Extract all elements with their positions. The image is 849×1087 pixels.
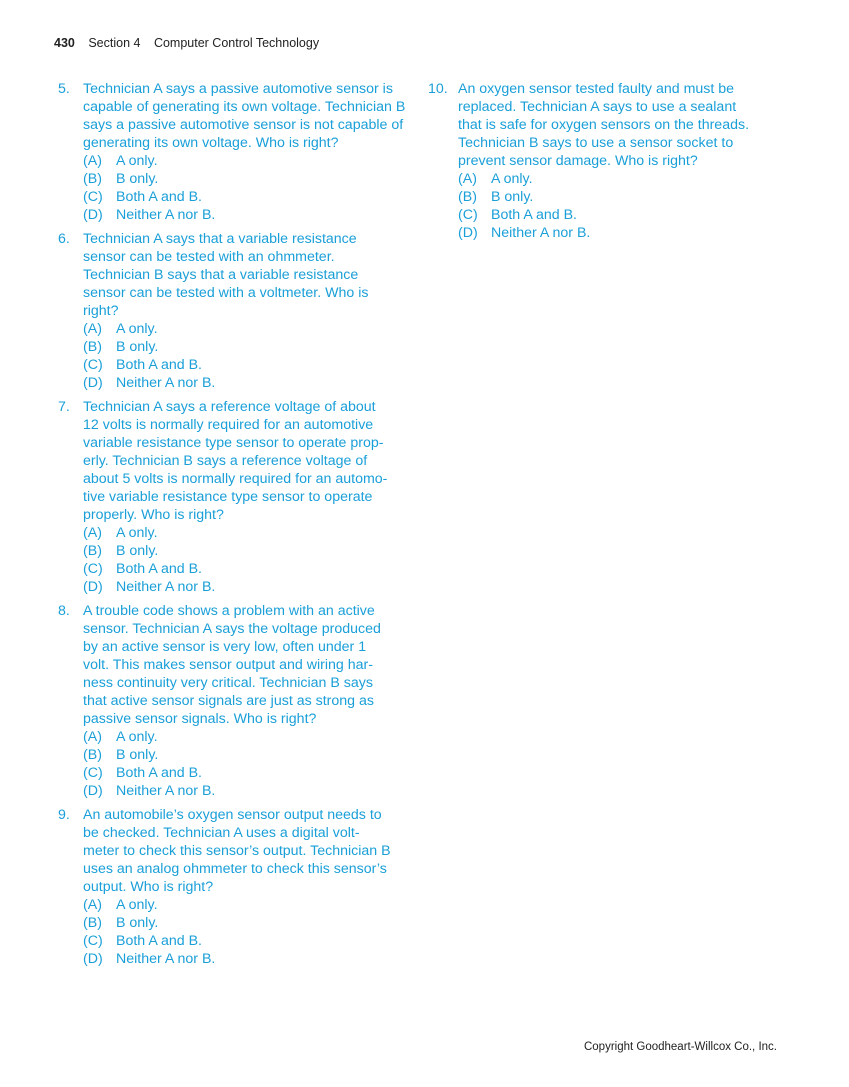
question — [58, 806, 408, 968]
option-letter: (C) — [83, 933, 103, 949]
option-letter: (A) — [83, 525, 102, 541]
option-letter: (A) — [83, 153, 102, 169]
question-number: 10. — [428, 81, 448, 97]
question-stem-line: right? — [83, 303, 119, 319]
question-stem-line: An oxygen sensor tested faulty and must be — [458, 81, 735, 97]
answer-option — [83, 152, 408, 170]
answer-option — [83, 320, 408, 338]
option-letter: (B) — [83, 339, 102, 355]
option-letter: (C) — [83, 189, 103, 205]
option-text: B only. — [116, 915, 159, 931]
question-number: 7. — [58, 399, 70, 415]
option-text: A only. — [116, 153, 158, 169]
option-text: Both A and B. — [116, 357, 202, 373]
option-text: Neither A nor B. — [491, 225, 591, 241]
question-stem-line: tive variable resistance type sensor to operate — [83, 489, 373, 505]
option-text: Both A and B. — [116, 765, 202, 781]
answer-option — [83, 746, 408, 764]
section-label: Section 4 — [88, 36, 141, 50]
option-text: A only. — [116, 729, 158, 745]
answer-option — [83, 914, 408, 932]
question-stem-line: variable resistance type sensor to operate prop- — [83, 435, 384, 451]
question-stem-line: passive sensor signals. Who is right? — [83, 711, 317, 727]
option-letter: (D) — [83, 207, 103, 223]
option-letter: (D) — [83, 951, 103, 967]
question-stem-line: erly. Technician B says a reference voltage of — [83, 453, 368, 469]
option-letter: (C) — [83, 765, 103, 781]
option-letter: (A) — [83, 897, 102, 913]
question-stem-line: volt. This makes sensor output and wiring har- — [83, 657, 373, 673]
question — [58, 80, 408, 224]
page-number: 430 — [54, 36, 75, 50]
option-letter: (B) — [83, 543, 102, 559]
option-text: B only. — [116, 543, 159, 559]
option-letter: (C) — [83, 357, 103, 373]
option-letter: (B) — [83, 915, 102, 931]
option-text: Neither A nor B. — [116, 579, 216, 595]
answer-option — [458, 224, 768, 242]
question-stem-line: that is safe for oxygen sensors on the threads. — [458, 117, 750, 133]
option-text: Both A and B. — [116, 933, 202, 949]
question — [58, 230, 408, 392]
question — [428, 80, 768, 242]
option-text: A only. — [491, 171, 533, 187]
option-text: B only. — [116, 171, 159, 187]
question-stem-line: sensor can be tested with an ohmmeter. — [83, 249, 335, 265]
question-stem-line: by an active sensor is very low, often under 1 — [83, 639, 367, 655]
question-stem-line: sensor. Technician A says the voltage produced — [83, 621, 381, 637]
question-stem-line: properly. Who is right? — [83, 507, 224, 523]
answer-option — [83, 338, 408, 356]
option-letter: (D) — [83, 783, 103, 799]
answer-option — [83, 932, 408, 950]
answer-option — [83, 896, 408, 914]
section-title: Computer Control Technology — [153, 36, 320, 50]
question-stem-line: capable of generating its own voltage. Technician B — [83, 99, 406, 115]
option-text: A only. — [116, 525, 158, 541]
option-letter: (D) — [458, 225, 478, 241]
question-stem-line: Technician A says that a variable resistance — [83, 231, 357, 247]
answer-option — [83, 188, 408, 206]
question-stem-line: replaced. Technician A says to use a sealant — [458, 99, 737, 115]
option-text: A only. — [116, 321, 158, 337]
option-letter: (A) — [83, 321, 102, 337]
option-letter: (C) — [83, 561, 103, 577]
option-letter: (B) — [83, 171, 102, 187]
answer-option — [458, 188, 768, 206]
question-stem-line: about 5 volts is normally required for an automo- — [83, 471, 388, 487]
option-text: Both A and B. — [116, 561, 202, 577]
option-letter: (A) — [83, 729, 102, 745]
question-stem-line: uses an analog ohmmeter to check this sensor’s — [83, 861, 387, 877]
answer-option — [83, 578, 408, 596]
question-stem-line: that active sensor signals are just as strong as — [83, 693, 374, 709]
answer-option — [83, 542, 408, 560]
question-stem-line: generating its own voltage. Who is right? — [83, 135, 339, 151]
option-letter: (D) — [83, 375, 103, 391]
answer-option — [458, 170, 768, 188]
option-text: Both A and B. — [491, 207, 577, 223]
answer-option — [83, 524, 408, 542]
question-stem-line: Technician A says a passive automotive sensor is — [83, 81, 393, 97]
option-letter: (C) — [458, 207, 478, 223]
option-letter: (B) — [83, 747, 102, 763]
option-letter: (D) — [83, 579, 103, 595]
right-column — [428, 80, 768, 248]
question-stem-line: ness continuity very critical. Technician B says — [83, 675, 373, 691]
question-stem-line: meter to check this sensor’s output. Technician B — [83, 843, 391, 859]
answer-option — [83, 560, 408, 578]
question-number: 8. — [58, 603, 70, 619]
answer-option — [83, 356, 408, 374]
answer-option — [83, 206, 408, 224]
question-stem-line: prevent sensor damage. Who is right? — [458, 153, 698, 169]
option-text: Neither A nor B. — [116, 783, 216, 799]
option-text: Neither A nor B. — [116, 375, 216, 391]
answer-option — [83, 170, 408, 188]
option-text: Neither A nor B. — [116, 951, 216, 967]
answer-option — [83, 764, 408, 782]
answer-option — [83, 782, 408, 800]
question-stem-line: says a passive automotive sensor is not capable of — [83, 117, 404, 133]
question — [58, 602, 408, 800]
question — [58, 398, 408, 596]
question-stem-line: be checked. Technician A uses a digital volt- — [83, 825, 360, 841]
question-stem-line: A trouble code shows a problem with an active — [83, 603, 375, 619]
copyright-footer: Copyright Goodheart-Willcox Co., Inc. — [583, 1041, 777, 1053]
question-number: 5. — [58, 81, 70, 97]
left-column — [58, 80, 408, 974]
question-number: 9. — [58, 807, 70, 823]
option-text: B only. — [116, 339, 159, 355]
option-letter: (B) — [458, 189, 477, 205]
answer-option — [83, 950, 408, 968]
question-number: 6. — [58, 231, 70, 247]
question-stem-line: Technician A says a reference voltage of about — [83, 399, 376, 415]
option-text: Neither A nor B. — [116, 207, 216, 223]
option-text: Both A and B. — [116, 189, 202, 205]
answer-option — [83, 374, 408, 392]
question-stem-line: Technician B says that a variable resistance — [83, 267, 359, 283]
option-text: B only. — [491, 189, 534, 205]
answer-option — [83, 728, 408, 746]
question-stem-line: 12 volts is normally required for an automotive — [83, 417, 374, 433]
question-stem-line: output. Who is right? — [83, 879, 214, 895]
option-text: B only. — [116, 747, 159, 763]
question-stem-line: sensor can be tested with a voltmeter. Who is — [83, 285, 369, 301]
question-stem-line: Technician B says to use a sensor socket to — [458, 135, 734, 151]
option-letter: (A) — [458, 171, 477, 187]
answer-option — [458, 206, 768, 224]
option-text: A only. — [116, 897, 158, 913]
running-header — [54, 36, 319, 50]
question-stem-line: An automobile’s oxygen sensor output needs to — [83, 807, 382, 823]
